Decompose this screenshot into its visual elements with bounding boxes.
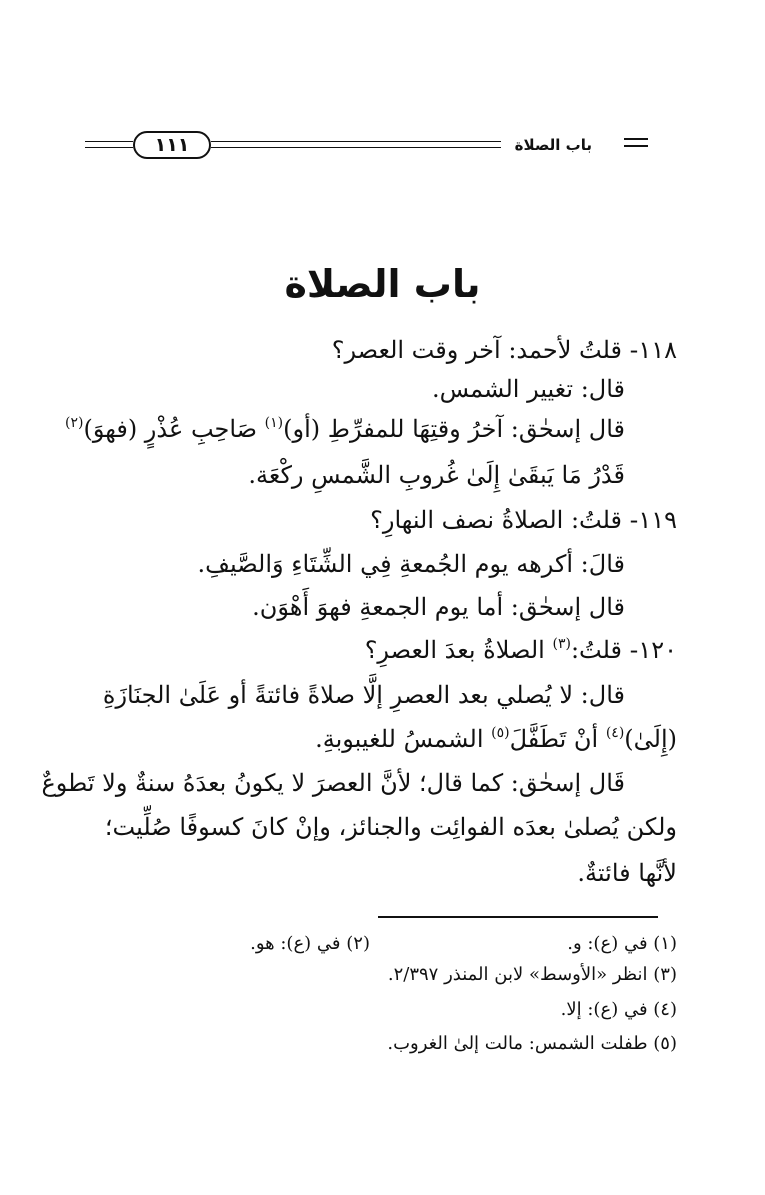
answer-text: (إِلَىٰ) — [624, 725, 677, 753]
page-header — [85, 125, 660, 165]
header-rule-middle — [211, 141, 501, 142]
question-text: قلتُ: — [570, 636, 623, 664]
footnote-1: (١) في (ع): و. — [567, 933, 677, 954]
entry-120-question — [365, 633, 677, 667]
header-rule-left — [85, 141, 133, 142]
footnote-2: (٢) في (ع): هو. — [250, 933, 370, 954]
entry-118-ishaq-line-1 — [65, 412, 625, 446]
entry-number: ١١٩- — [629, 506, 677, 534]
entry-number: ١٢٠- — [629, 636, 677, 664]
footnote-ref: (٤) — [605, 725, 625, 741]
entry-119-question — [370, 503, 677, 537]
ishaq-text: قال إسحٰق: آخرُ وقتِهَا للمفرِّطِ (أو) — [283, 415, 625, 443]
footnote-ref: (٢) — [65, 415, 84, 431]
footnote-4: (٤) في (ع): إلا. — [560, 999, 677, 1020]
footnote-5: (٥) طفلت الشمس: مالت إلىٰ الغروب. — [387, 1033, 677, 1054]
header-rule-left — [85, 147, 133, 148]
entry-120-answer-line-1: قال: لا يُصلي بعد العصرِ إلَّا صلاةً فائتةً أو عَلَىٰ الجنَازَةِ — [102, 681, 625, 709]
ishaq-text: صَاحِبِ عُذْرٍ (فهوَ) — [83, 415, 265, 443]
footnote-3: (٣) انظر «الأوسط» لابن المنذر ٢/٣٩٧. — [387, 964, 677, 985]
footnote-ref: (١) — [264, 415, 284, 431]
entry-120-answer-line-2 — [315, 722, 677, 756]
entry-number: ١١٨- — [629, 336, 677, 364]
footnote-ref: (٣) — [552, 636, 571, 652]
question-text: قلتُ: الصلاةُ نصف النهارِ؟ — [370, 506, 623, 534]
footnote-ref: (٥) — [491, 725, 510, 741]
entry-118-question — [332, 333, 677, 367]
header-double-rule-mark — [624, 138, 648, 148]
answer-text: أنْ تَطَفَّلَ — [509, 725, 606, 753]
entry-118-ishaq-line-2: قَدْرُ مَا يَبقَىٰ إِلَىٰ غُروبِ الشَّمسِ ركْعَة. — [248, 461, 625, 489]
page-number-badge: ١١١ — [133, 131, 211, 159]
entry-118-answer: قال: تغيير الشمس. — [431, 375, 625, 403]
entry-120-ishaq-line-3: لأنَّها فائتةٌ. — [577, 859, 677, 887]
entry-120-ishaq-line-1: قَال إسحٰق: كما قال؛ لأنَّ العصرَ لا يكونُ بعدَهُ سنةٌ ولا تَطوعٌ — [41, 769, 625, 797]
answer-text: الشمسُ للغيبوبةِ. — [315, 725, 492, 753]
footnote-separator — [378, 916, 658, 918]
entry-120-ishaq-line-2: ولكن يُصلىٰ بعدَه الفوائِت والجنائز، وإنْ كانَ كسوفًا صُلِّيت؛ — [104, 813, 677, 841]
entry-119-answer: قالَ: أكرهه يوم الجُمعةِ فِي الشِّتَاءِ وَالصَّيفِ. — [197, 550, 625, 578]
header-rule-middle — [211, 147, 501, 148]
question-text: الصلاةُ بعدَ العصرِ؟ — [364, 636, 553, 664]
entry-119-ishaq: قال إسحٰق: أما يوم الجمعةِ فهوَ أَهْوَن. — [252, 593, 625, 621]
running-title: باب الصلاة — [514, 136, 592, 154]
question-text: قلتُ لأحمد: آخر وقت العصر؟ — [331, 336, 623, 364]
chapter-title: باب الصلاة — [284, 262, 481, 306]
